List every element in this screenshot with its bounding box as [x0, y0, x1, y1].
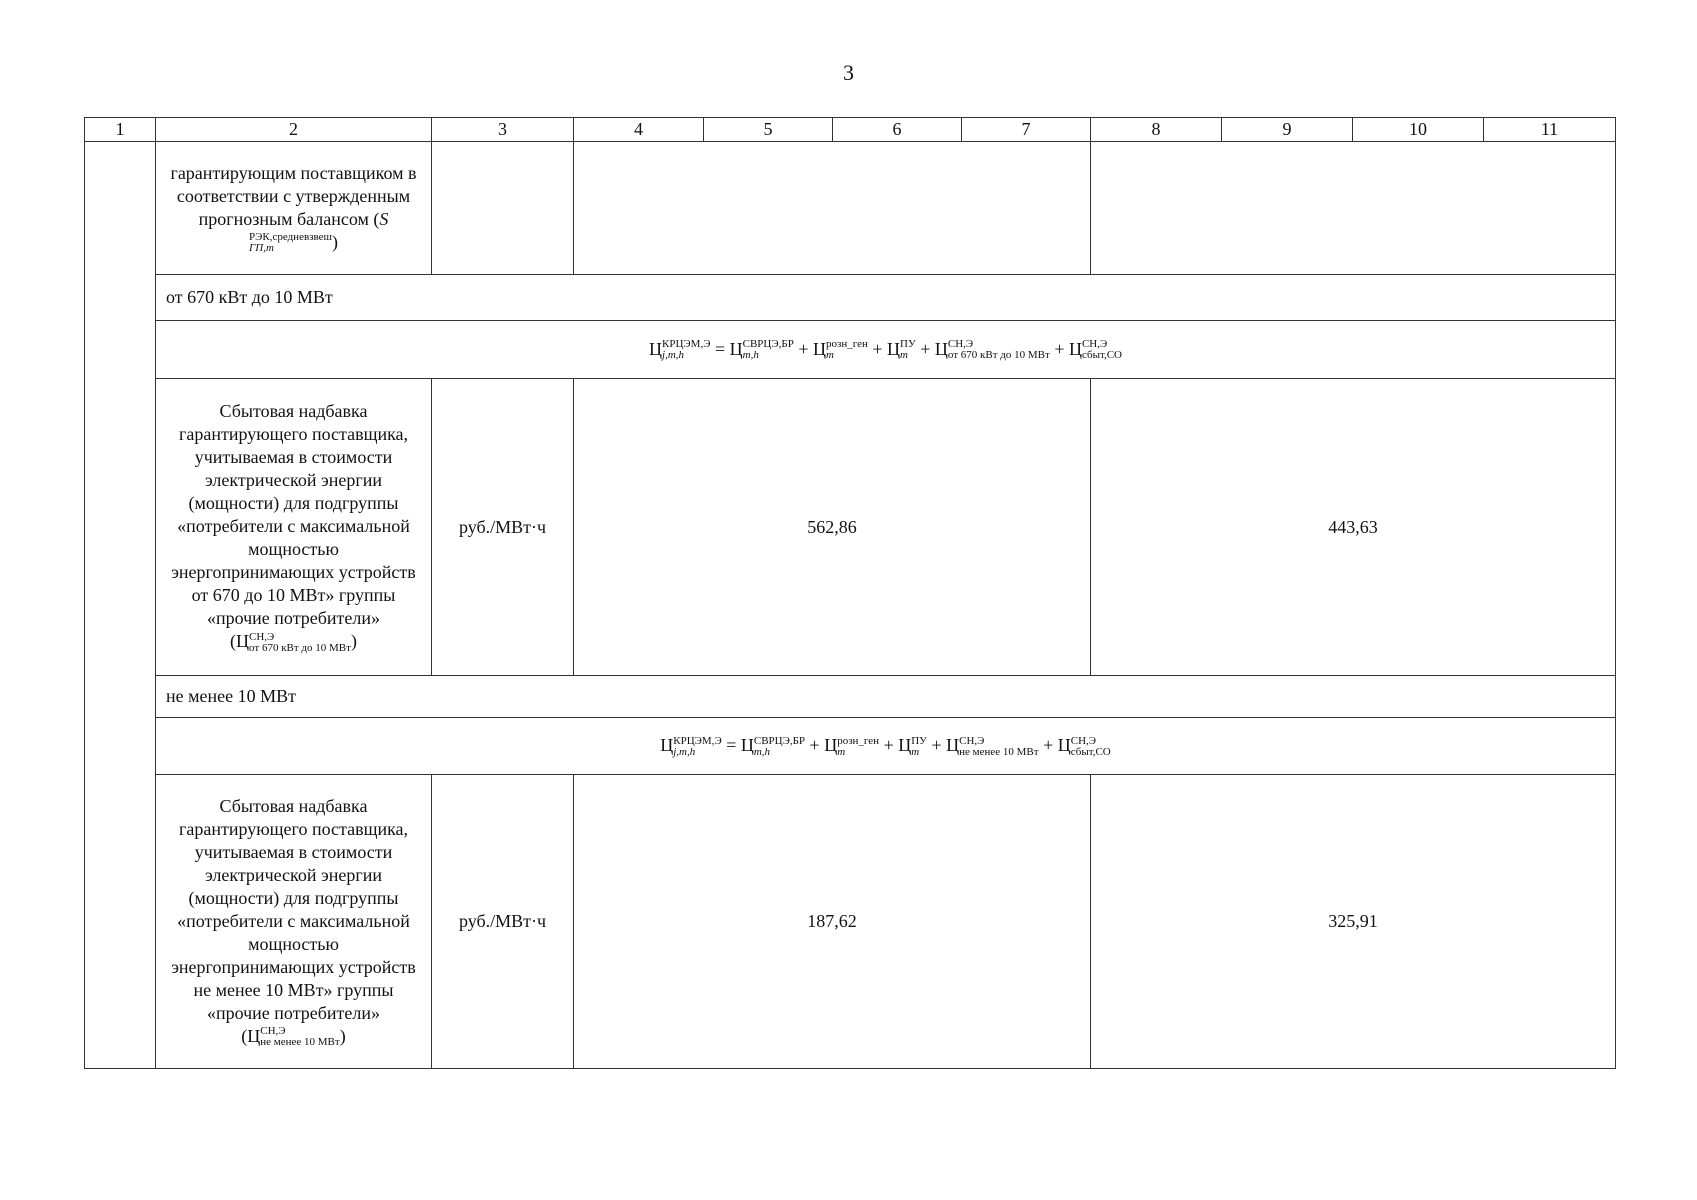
- col-header-5: 5: [704, 118, 833, 142]
- continuation-label: гарантирующим поставщиком в соответствии с утвержденным прогнозным балансом (: [170, 162, 417, 229]
- col-header-6: 6: [833, 118, 962, 142]
- symbol-sup: СН,Э: [260, 1025, 286, 1038]
- balance-symbol-sup: РЭК,средневзвеш: [249, 231, 332, 244]
- formula-sub: m: [900, 349, 908, 362]
- col-header-7: 7: [962, 118, 1091, 142]
- row-description: Сбытовая надбавка гарантирующего поставщика, учитываемая в стоимости электрической энергии (мощности) для подгруппы «потребители с максимальной мощностью энергопринимающих устройств не менее 10 МВт» группы «прочие потребители» (Ц СН,Э не менее 10 МВт ): [156, 775, 432, 1069]
- formula: Ц КРЦЭМ,Э j,m,h = Ц СВРЦЭ,БР m,h + Ц розн_ген m + Ц ПУ m + Ц СН,Э от 670 кВт до 10 МВт + Ц СН,Э сбыт,СО: [156, 321, 1616, 379]
- tariff-table: [84, 117, 1616, 1069]
- formula-sup: ПУ: [911, 734, 927, 747]
- formula-sup: КРЦЭМ,Э: [662, 338, 711, 351]
- formula-sub: не менее 10 МВт: [959, 745, 1039, 758]
- unit-cell: руб./МВт·ч: [432, 379, 574, 676]
- col-header-11: 11: [1484, 118, 1616, 142]
- symbol-sup: СН,Э: [249, 630, 275, 643]
- section-title: от 670 кВт до 10 МВт: [156, 275, 1616, 321]
- continuation-text: гарантирующим поставщиком в соответствии с утвержденным прогнозным балансом (S РЭК,средневзвеш ГП,m ): [156, 142, 432, 275]
- data-row: [85, 379, 1616, 676]
- formula-sub: сбыт,СО: [1070, 745, 1111, 758]
- description-text: Сбытовая надбавка гарантирующего поставщика, учитываемая в стоимости электрической энергии (мощности) для подгруппы «потребители с максимальной мощностью энергопринимающих устройств не менее 10 МВт» группы «прочие потребители»: [171, 795, 416, 1023]
- formula-sup: СН,Э: [959, 734, 985, 747]
- value-cell-empty-a: [574, 142, 1091, 275]
- formula-sup: ПУ: [900, 338, 916, 351]
- balance-symbol: S: [379, 208, 389, 229]
- description-text: Сбытовая надбавка гарантирующего поставщика, учитываемая в стоимости электрической энергии (мощности) для подгруппы «потребители с максимальной мощностью энергопринимающих устройств от 670 до 10 МВт» группы «прочие потребители»: [171, 401, 416, 629]
- formula: Ц КРЦЭМ,Э j,m,h = Ц СВРЦЭ,БР m,h + Ц розн_ген m + Ц ПУ m + Ц СН,Э не менее 10 МВт + Ц СН,Э сбыт,СО: [156, 718, 1616, 775]
- formula-row: [85, 321, 1616, 379]
- row-description: Сбытовая надбавка гарантирующего поставщика, учитываемая в стоимости электрической энергии (мощности) для подгруппы «потребители с максимальной мощностью энергопринимающих устройств от 670 до 10 МВт» группы «прочие потребители» (Ц СН,Э от 670 кВт до 10 МВт ): [156, 379, 432, 676]
- formula-sub: m,h: [742, 349, 759, 362]
- value-cell-b: 443,63: [1091, 379, 1616, 676]
- formula-sup: КРЦЭМ,Э: [673, 734, 722, 747]
- formula-sup: СН,Э: [1070, 734, 1097, 747]
- formula-row: [85, 718, 1616, 775]
- formula-sub: j,m,h: [662, 349, 685, 362]
- unit-cell: руб./МВт·ч: [432, 775, 574, 1069]
- data-row: [85, 775, 1616, 1069]
- value-cell-a: 562,86: [574, 379, 1091, 676]
- section-title-row: [85, 676, 1616, 718]
- value-cell-empty-b: [1091, 142, 1616, 275]
- formula-sup: розн_ген: [825, 338, 868, 351]
- value-cell-b: 325,91: [1091, 775, 1616, 1069]
- formula-sub: m: [911, 745, 920, 758]
- page-number: 3: [843, 60, 854, 85]
- col-header-9: 9: [1222, 118, 1353, 142]
- formula-sup: СВРЦЭ,БР: [753, 734, 806, 747]
- section-title: не менее 10 МВт: [156, 676, 1616, 718]
- value-cell-a: 187,62: [574, 775, 1091, 1069]
- balance-symbol-sub: ГП,m: [249, 242, 274, 255]
- column-number-row: [85, 118, 1616, 142]
- continuation-row: [85, 142, 1616, 275]
- col-header-4: 4: [574, 118, 704, 142]
- unit-cell-empty: [432, 142, 574, 275]
- formula-lhs: Ц: [660, 735, 674, 756]
- row-number-cell: [85, 142, 156, 1069]
- formula-sub: m: [825, 349, 834, 362]
- formula-sup: СВРЦЭ,БР: [742, 338, 794, 351]
- formula-sup: розн_ген: [837, 734, 880, 747]
- symbol-sub: не менее 10 МВт: [260, 1036, 340, 1049]
- formula-sup: СН,Э: [947, 338, 974, 351]
- formula-lhs: Ц: [649, 338, 663, 359]
- formula-sub: j,m,h: [673, 745, 696, 758]
- formula-sub: m,h: [753, 745, 771, 758]
- col-header-3: 3: [432, 118, 574, 142]
- formula-sub: от 670 кВт до 10 МВт: [947, 349, 1050, 362]
- formula-sub: сбыт,СО: [1081, 349, 1122, 362]
- symbol-sub: от 670 кВт до 10 МВт: [249, 641, 351, 654]
- col-header-1: 1: [85, 118, 156, 142]
- col-header-8: 8: [1091, 118, 1222, 142]
- section-title-row: [85, 275, 1616, 321]
- col-header-2: 2: [156, 118, 432, 142]
- col-header-10: 10: [1353, 118, 1484, 142]
- formula-sub: m: [837, 745, 846, 758]
- formula-sup: СН,Э: [1081, 338, 1108, 351]
